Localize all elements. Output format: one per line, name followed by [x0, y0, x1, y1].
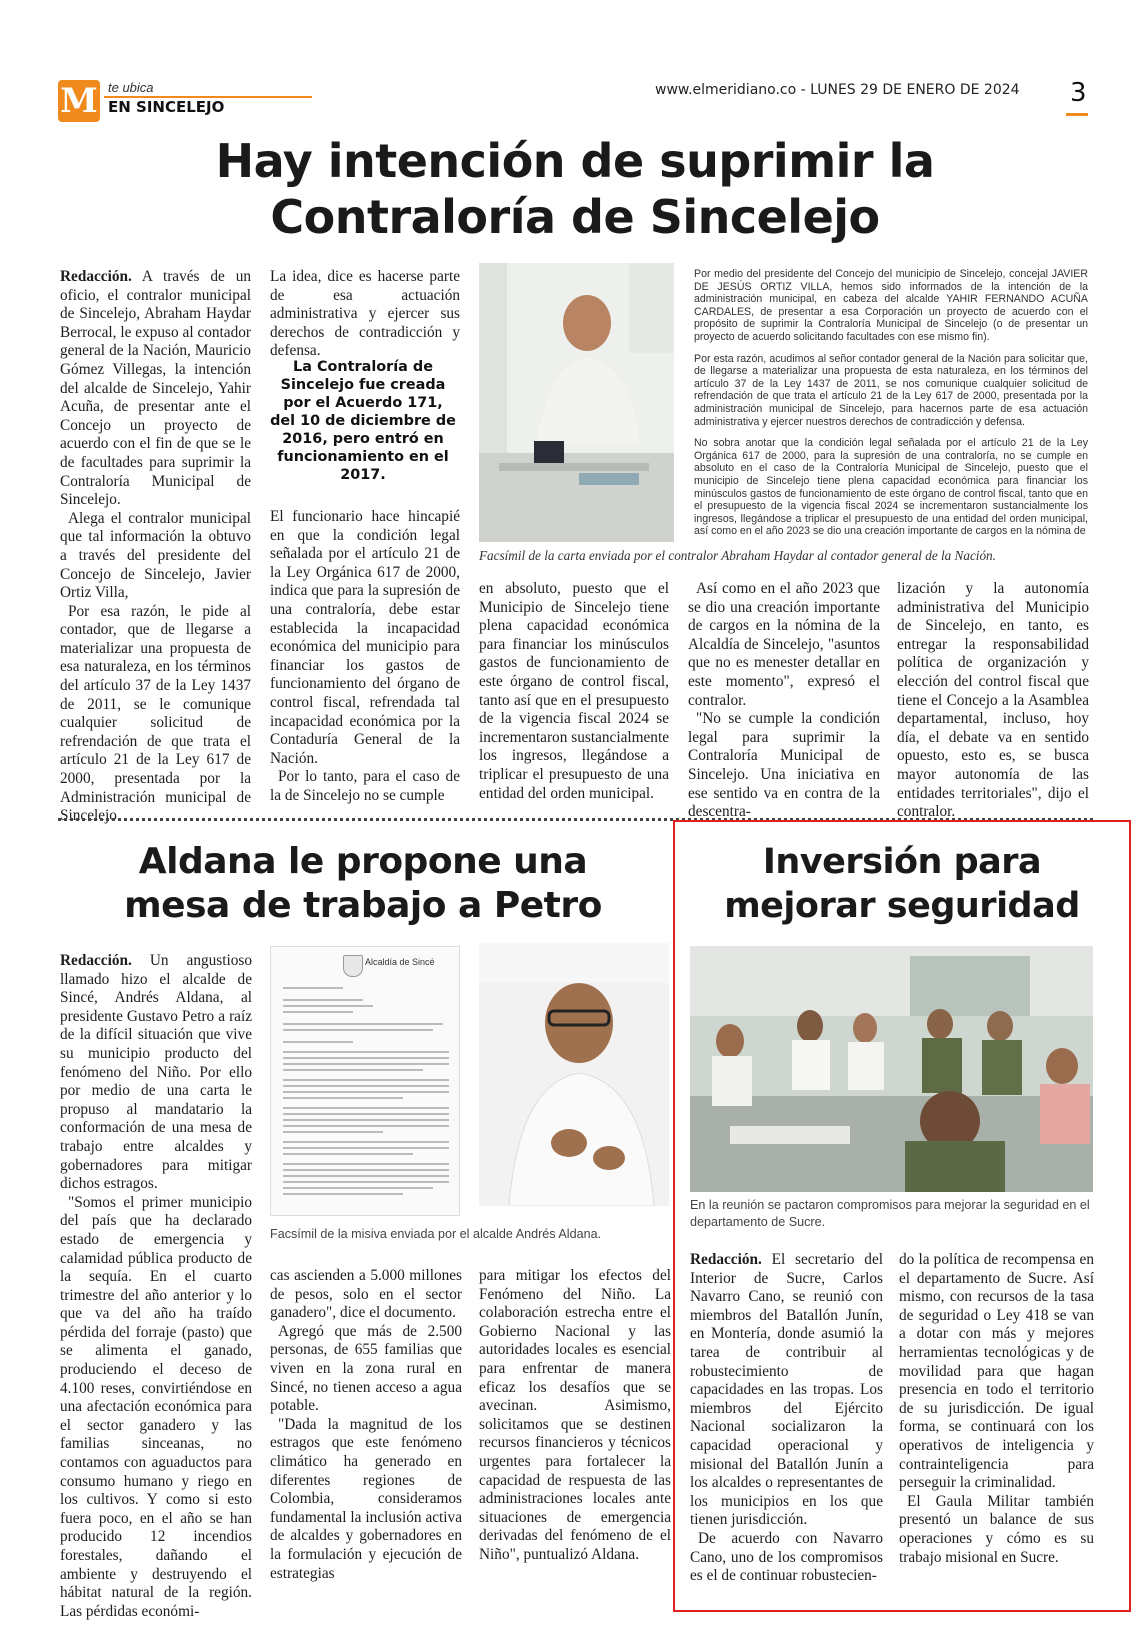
article1-col4-p2: "No se cumple la condición legal para suprimir la Contraloría Municipal de Sincelejo. Una iniciativa en ese sentido va en contra de la descentra-: [688, 710, 880, 821]
security-meeting-photo-illustration: [690, 946, 1093, 1192]
article3-photo-caption: En la reunión se pactaron compromisos para mejorar la seguridad en el departamento de Sucre.: [690, 1198, 1090, 1229]
article3-col2: [899, 1251, 1094, 1567]
article3-col2-p2: El Gaula Militar también presentó un balance de sus operaciones y cómo es su trabajo misional en Sucre.: [899, 1492, 1094, 1566]
pull-quote: La Contraloría de Sincelejo fue creada por el Acuerdo 171, del 10 de diciembre de 2016, pero entró en funcionamiento en el 2017.: [270, 359, 456, 483]
letter-p1: Por medio del presidente del Concejo del municipio de Sincelejo, concejal JAVIER DE JESÚS ORTIZ VILLA, hemos sido informados de la intención de la administración municipal, en cabeza del alcalde YAHIR FERNANDO ACUÑA CARDALES, de presentar a esa Corporación un proyecto de acuerdo con el propósito de suprimir la Contraloría Municipal de Sincelejo (o de presentar un proyecto de acuerdo solicitando facultades con ese mismo fin).: [694, 268, 1088, 343]
article1-headline-line2: Contraloría de Sincelejo: [270, 190, 880, 244]
article1-col3: [479, 580, 669, 803]
article1-photo-caption: Facsímil de la carta enviada por el contralor Abraham Haydar al contador general de la Nación.: [479, 548, 996, 563]
article2-headline-line1: Aldana le propone una: [138, 841, 588, 882]
article3-col1: [690, 1251, 883, 1586]
article2-col2-p1: cas ascienden a 5.000 millones de pesos, solo en el sector ganadero", dice el documento.: [270, 1267, 462, 1322]
page-number: 3: [1070, 78, 1087, 108]
letter-p3: No sobra anotar que la condición legal señalada por el artículo 21 de la Ley Orgánica 617 de 2000, para la supresión de una contraloría, no se cumple en absoluto en el caso de la Contraloría Municipal de Sincelejo, puesto que el municipio de Sincelejo tiene plena capacidad económica para financiar los minúsculos gastos de funcionamiento de este órgano de control fiscal, tanto que en el presupuesto de la vigencia fiscal 2024 se incrementaron sustancialmente los ingresos, llegándose a triplicar el presupuesto de una entidad del orden municipal, así como en el año 2023 se dio una creación importante de cargos en la nómina de: [694, 437, 1088, 538]
article1-col1: [60, 268, 251, 825]
article2-col3: [479, 1267, 671, 1565]
letter-p2: Por esta razón, acudimos al señor contador general de la Nación para solicitar que, de llegarse a materializar una propuesta de esta naturaleza, en los términos del artículo 37 de la Ley 1437 de 2011, se nos comunique cualquier solicitud de refrendación de que trata el artículo 21 de la Ley 617 de 2000, presentada por la administración municipal de Sincelejo, para hacernos parte de esa actuación administrativa y ejercer nuestros derechos de contradicción y defensa.: [694, 352, 1088, 428]
article1-col2-p1: La idea, dice es hacerse parte de esa actuación administrativa y ejercer sus derechos de contradicción y defensa.: [270, 268, 460, 360]
section-name: EN SINCELEJO: [108, 98, 225, 116]
page-number-rule: [1066, 113, 1088, 116]
article2-byline: Redacción.: [60, 952, 132, 969]
article1-col4: [688, 580, 880, 822]
article3-headline-line2: mejorar seguridad: [724, 886, 1080, 926]
article1-col2-top: [270, 268, 460, 361]
article1-col3-p1: en absoluto, puesto que el Municipio de Sincelejo tiene plena capacidad económica para financiar los minúsculos gastos de funcionamiento de este órgano de control fiscal, tanto así que en el presupuesto de la vigencia fiscal 2024 se incrementaron sustancialmente los ingresos, llegándose a triplicar el presupuesto de una entidad del orden municipal.: [479, 580, 669, 802]
article2-col1-p2: "Somos el primer municipio del país que ha declarado estado de emergencia y calamidad pública producto de la sequía. En el cuarto trimestre del año anterior y lo que va del año ha traído pérdida del forraje (pasto) que se alimenta el ganado, produciendo el deceso de 4.100 reses, convirtiéndose en una afectación económica para el sector ganadero y las familias sinceanas, no contamos con aguaductos para consumo humano y riego en los cultivos. Y como si esto fuera poco, en el año se han producido 12 incendios forestales, dañando el ambiente y destruyendo el hábitat natural de la región. Las pérdidas económi-: [60, 1193, 252, 1620]
article2-col2: [270, 1267, 462, 1583]
article3-col1-p1: El secretario del Interior de Sucre, Carlos Navarro Cano, se reunió con miembros del Batallón Junín, en Montería, donde asumió la tarea de contribuir al robustecimiento de capacidades en las tropas. Los miembros del Ejército Nacional socializaron la capacidad operacional y misional del Batallón Junín a los alcaldes o representantes de los municipios en los que tienen jurisdicción.: [690, 1251, 883, 1529]
contralor-photo-illustration: [479, 263, 674, 542]
article1-col5-p1: lización y la autonomía administrativa del Municipio de Sincelejo, en tanto, es entregar la responsabilidad política de organización y elección del control fiscal que tiene el Concejo a la Asamblea departamental, incluso, hoy día, el debate va en sentido opuesto, esto es, se busca mayor autonomía de las entidades territoriales", dijo el contralor.: [897, 580, 1089, 821]
article1-headline-line1: Hay intención de suprimir la: [215, 134, 935, 188]
article1-headline: [60, 133, 1090, 245]
letterhead: Alcaldía de Sincé: [365, 957, 435, 967]
aldana-photo: [479, 943, 669, 1206]
article1-col4-p1: Así como en el año 2023 que se dio una creación importante de cargos en la nómina de la Alcaldía de Sincelejo, "asuntos que no es menester detallar en este momento", expresó el contralor.: [688, 580, 880, 709]
article1-col1-p2: Alega el contralor municipal que tal información la obtuvo a través del presidente del Concejo de Sincelejo, Javier Ortiz Villa,: [60, 509, 251, 602]
article2-col1: [60, 952, 252, 1621]
article3-col1-p2: De acuerdo con Navarro Cano, uno de los compromisos es el de continuar robustecien-: [690, 1529, 883, 1585]
dateline: www.elmeridiano.co - LUNES 29 DE ENERO DE 2024: [655, 82, 1020, 98]
newspaper-logo: M: [58, 80, 100, 122]
article2-headline: [58, 840, 668, 928]
article1-col2-bottom: [270, 508, 460, 806]
article3-col2-p1: do la política de recompensa en el departamento de Sucre. Así mismo, con recursos de la tasa de seguridad o Ley 418 se van a dotar con más y mejores herramientas tecnológicas y de movilidad para que hagan presencia en todo el territorio de su jurisdicción. De igual forma, se continuará con los operativos de inteligencia y contrainteligencia para perseguir la criminalidad.: [899, 1251, 1094, 1492]
article1-col1-p1: A través de un oficio, el contralor municipal de Sincelejo, Abraham Haydar Berrocal, le expuso al contador general de la Nación, Mauricio Gómez Villegas, la intención del alcalde de Sincelejo, Yahir Acuña, de presentar ante el Concejo un proyecto de acuerdo con el fin de que se le de facultades para suprimir la Contraloría Municipal de Sincelejo.: [60, 268, 251, 509]
aldana-photo-illustration: [479, 943, 669, 1206]
article2-headline-line2: mesa de trabajo a Petro: [124, 885, 602, 926]
letter-facsimile-text: [694, 268, 1088, 547]
article1-byline: Redacción.: [60, 268, 132, 285]
article1-col5: [897, 580, 1089, 822]
article1-col1-p3: Por esa razón, le pide al contador, que de llegarse a materializar una propuesta de esa naturaleza, en los términos del artículo 37 de la Ley 1437 de 2011, se le comunique cualquier solicitud de refrendación de que trata el artículo 21 de la Ley 617 de 2000, presentada por la Administración municipal de Sincelejo.: [60, 602, 251, 825]
security-meeting-photo: [690, 946, 1093, 1192]
article1-col2-p2: El funcionario hace hincapié en que la condición legal señalada por el artículo 21 de la Ley Orgánica 617 de 2000, indica que para la supresión de una contraloría, debe estar establecida la incapacidad económica del municipio para financiar los gastos de funcionamiento del órgano de control fiscal, refrendada tal incapacidad económica por la Contaduría General de la Nación.: [270, 508, 460, 767]
article2-photo-caption: Facsímil de la misiva enviada por el alcalde Andrés Aldana.: [270, 1227, 602, 1241]
sinc-coat-of-arms-icon: [343, 955, 363, 977]
article2-col3-p1: para mitigar los efectos del Fenómeno del Niño. La colaboración estrecha entre el Gobierno Nacional y las autoridades locales es esencial para enfrentar de manera eficaz los desafíos que se avecinan. Asimismo, solicitamos que se destinen recursos financieros y técnicos urgentes para fortalecer la capacidad de respuesta de las administraciones locales ante situaciones de emergencia derivadas del fenómeno de el Niño", puntualizó Aldana.: [479, 1267, 671, 1563]
contralor-photo: [479, 263, 674, 542]
article2-col2-p3: "Dada la magnitud de los estragos que este fenómeno climático ha generado en diferentes regiones de Colombia, consideramos fundamental la inclusión activa de alcaldes y gobernadores en la formulación y ejecución de estrategias: [270, 1415, 462, 1582]
article3-headline: [680, 840, 1124, 928]
aldana-letter-facsimile: [270, 946, 460, 1216]
section-kicker: te ubica: [108, 80, 154, 95]
article3-byline: Redacción.: [690, 1251, 762, 1268]
article2-col2-p2: Agregó que más de 2.500 personas, de 655 familias que viven en la zona rural en Sincé, no tienen acceso a agua potable.: [270, 1322, 462, 1415]
article3-headline-line1: Inversión para: [762, 842, 1042, 882]
article2-col1-p1: Un angustioso llamado hizo el alcalde de Sincé, Andrés Aldana, al presidente Gustavo Petro a raíz de la difícil situación que vive su municipio producto del fenómeno del Niño. Por ello por medio de una carta le propuso al mandatario la conformación de una mesa de trabajo entre alcaldes y gobernadores para mitigar dichos estragos.: [60, 952, 252, 1193]
article1-col2-p3: Por lo tanto, para el caso de la de Sincelejo no se cumple: [270, 768, 460, 804]
